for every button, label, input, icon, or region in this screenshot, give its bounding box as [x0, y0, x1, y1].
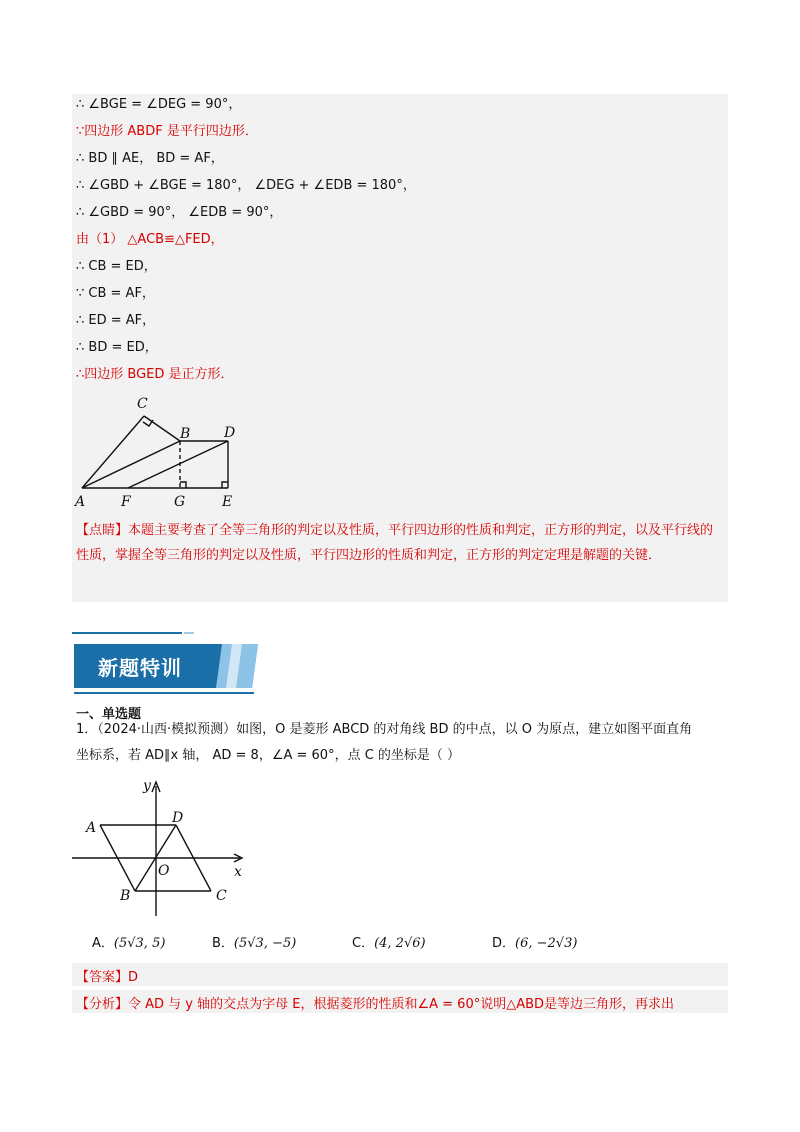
coordinate-figure	[72, 776, 272, 916]
option-a-label: A．	[92, 936, 114, 951]
figure1-label-d: D	[224, 425, 236, 441]
answer-text: 【答案】D	[76, 970, 139, 985]
solution-line-4: ∴ ∠GBD + ∠BGE = 180°， ∠DEG + ∠EDB = 180°，	[76, 178, 416, 193]
option-d[interactable]	[492, 932, 577, 951]
solution-line-5: ∴ ∠GBD = 90°， ∠EDB = 90°，	[76, 205, 283, 220]
figure2-label-d: D	[172, 810, 184, 826]
figure1-label-b: B	[180, 426, 191, 442]
figure1-label-c: C	[137, 396, 148, 412]
solution-line-8: ∵ CB = AF，	[76, 286, 155, 301]
solution-line-6: 由（1） △ACB≌△FED，	[76, 232, 224, 247]
banner-title: 新题特训	[98, 656, 182, 680]
question-line-2: 坐标系，若 AD∥x 轴， AD = 8，∠A = 60°，点 C 的坐标是（ ）	[76, 748, 461, 763]
option-a[interactable]	[92, 932, 165, 951]
geometry-figure-1	[72, 390, 262, 512]
solution-line-1: ∴ ∠BGE = ∠DEG = 90°，	[76, 97, 242, 112]
option-b-value: (5√3, −5)	[233, 936, 297, 951]
figure2-label-x: x	[234, 864, 242, 880]
option-b-label: B．	[212, 936, 234, 951]
option-a-value: (5√3, 5)	[113, 936, 166, 951]
option-c-value: (4, 2√6)	[374, 936, 426, 951]
figure2-label-b: B	[120, 888, 131, 904]
option-d-label: D．	[492, 936, 516, 951]
figure1-label-a: A	[75, 494, 86, 510]
figure2-label-o: O	[158, 863, 170, 879]
solution-line-10: ∴ BD = ED，	[76, 340, 158, 355]
analysis-text: 【分析】令 AD 与 y 轴的交点为字母 E，根据菱形的性质和∠A = 60°说明△ABD是等边三角形，再求出	[76, 997, 675, 1012]
figure1-label-g: G	[174, 494, 186, 510]
option-c-label: C．	[352, 936, 375, 951]
section-heading: 一、单选题	[76, 707, 142, 722]
option-d-value: (6, −2√3)	[515, 936, 578, 951]
solution-line-7: ∴ CB = ED，	[76, 259, 157, 274]
option-b[interactable]	[212, 932, 296, 951]
figure1-label-e: E	[222, 494, 233, 510]
comment-note: 【点睛】本题主要考查了全等三角形的判定以及性质，平行四边形的性质和判定，正方形的判定，以及平行线的性质，掌握全等三角形的判定以及性质，平行四边形的性质和判定，正方形的判定定理是解题的关键．	[76, 523, 714, 563]
solution-line-3: ∴ BD ∥ AE， BD = AF，	[76, 151, 224, 166]
figure1-label-f: F	[121, 494, 131, 510]
answer-bar	[72, 963, 728, 986]
solution-line-11: ∴四边形 BGED 是正方形．	[76, 367, 234, 382]
figure2-label-c: C	[216, 888, 227, 904]
solution-line-9: ∴ ED = AF，	[76, 313, 156, 328]
option-c[interactable]	[352, 932, 426, 951]
figure2-label-a: A	[86, 820, 97, 836]
figure2-label-y: y	[143, 778, 151, 794]
question-line-1: 1．（2024·山西·模拟预测）如图，O 是菱形 ABCD 的对角线 BD 的中点，以 O 为原点，建立如图平面直角	[76, 722, 693, 737]
solution-line-2: ∵四边形 ABDF 是平行四边形．	[76, 124, 258, 139]
